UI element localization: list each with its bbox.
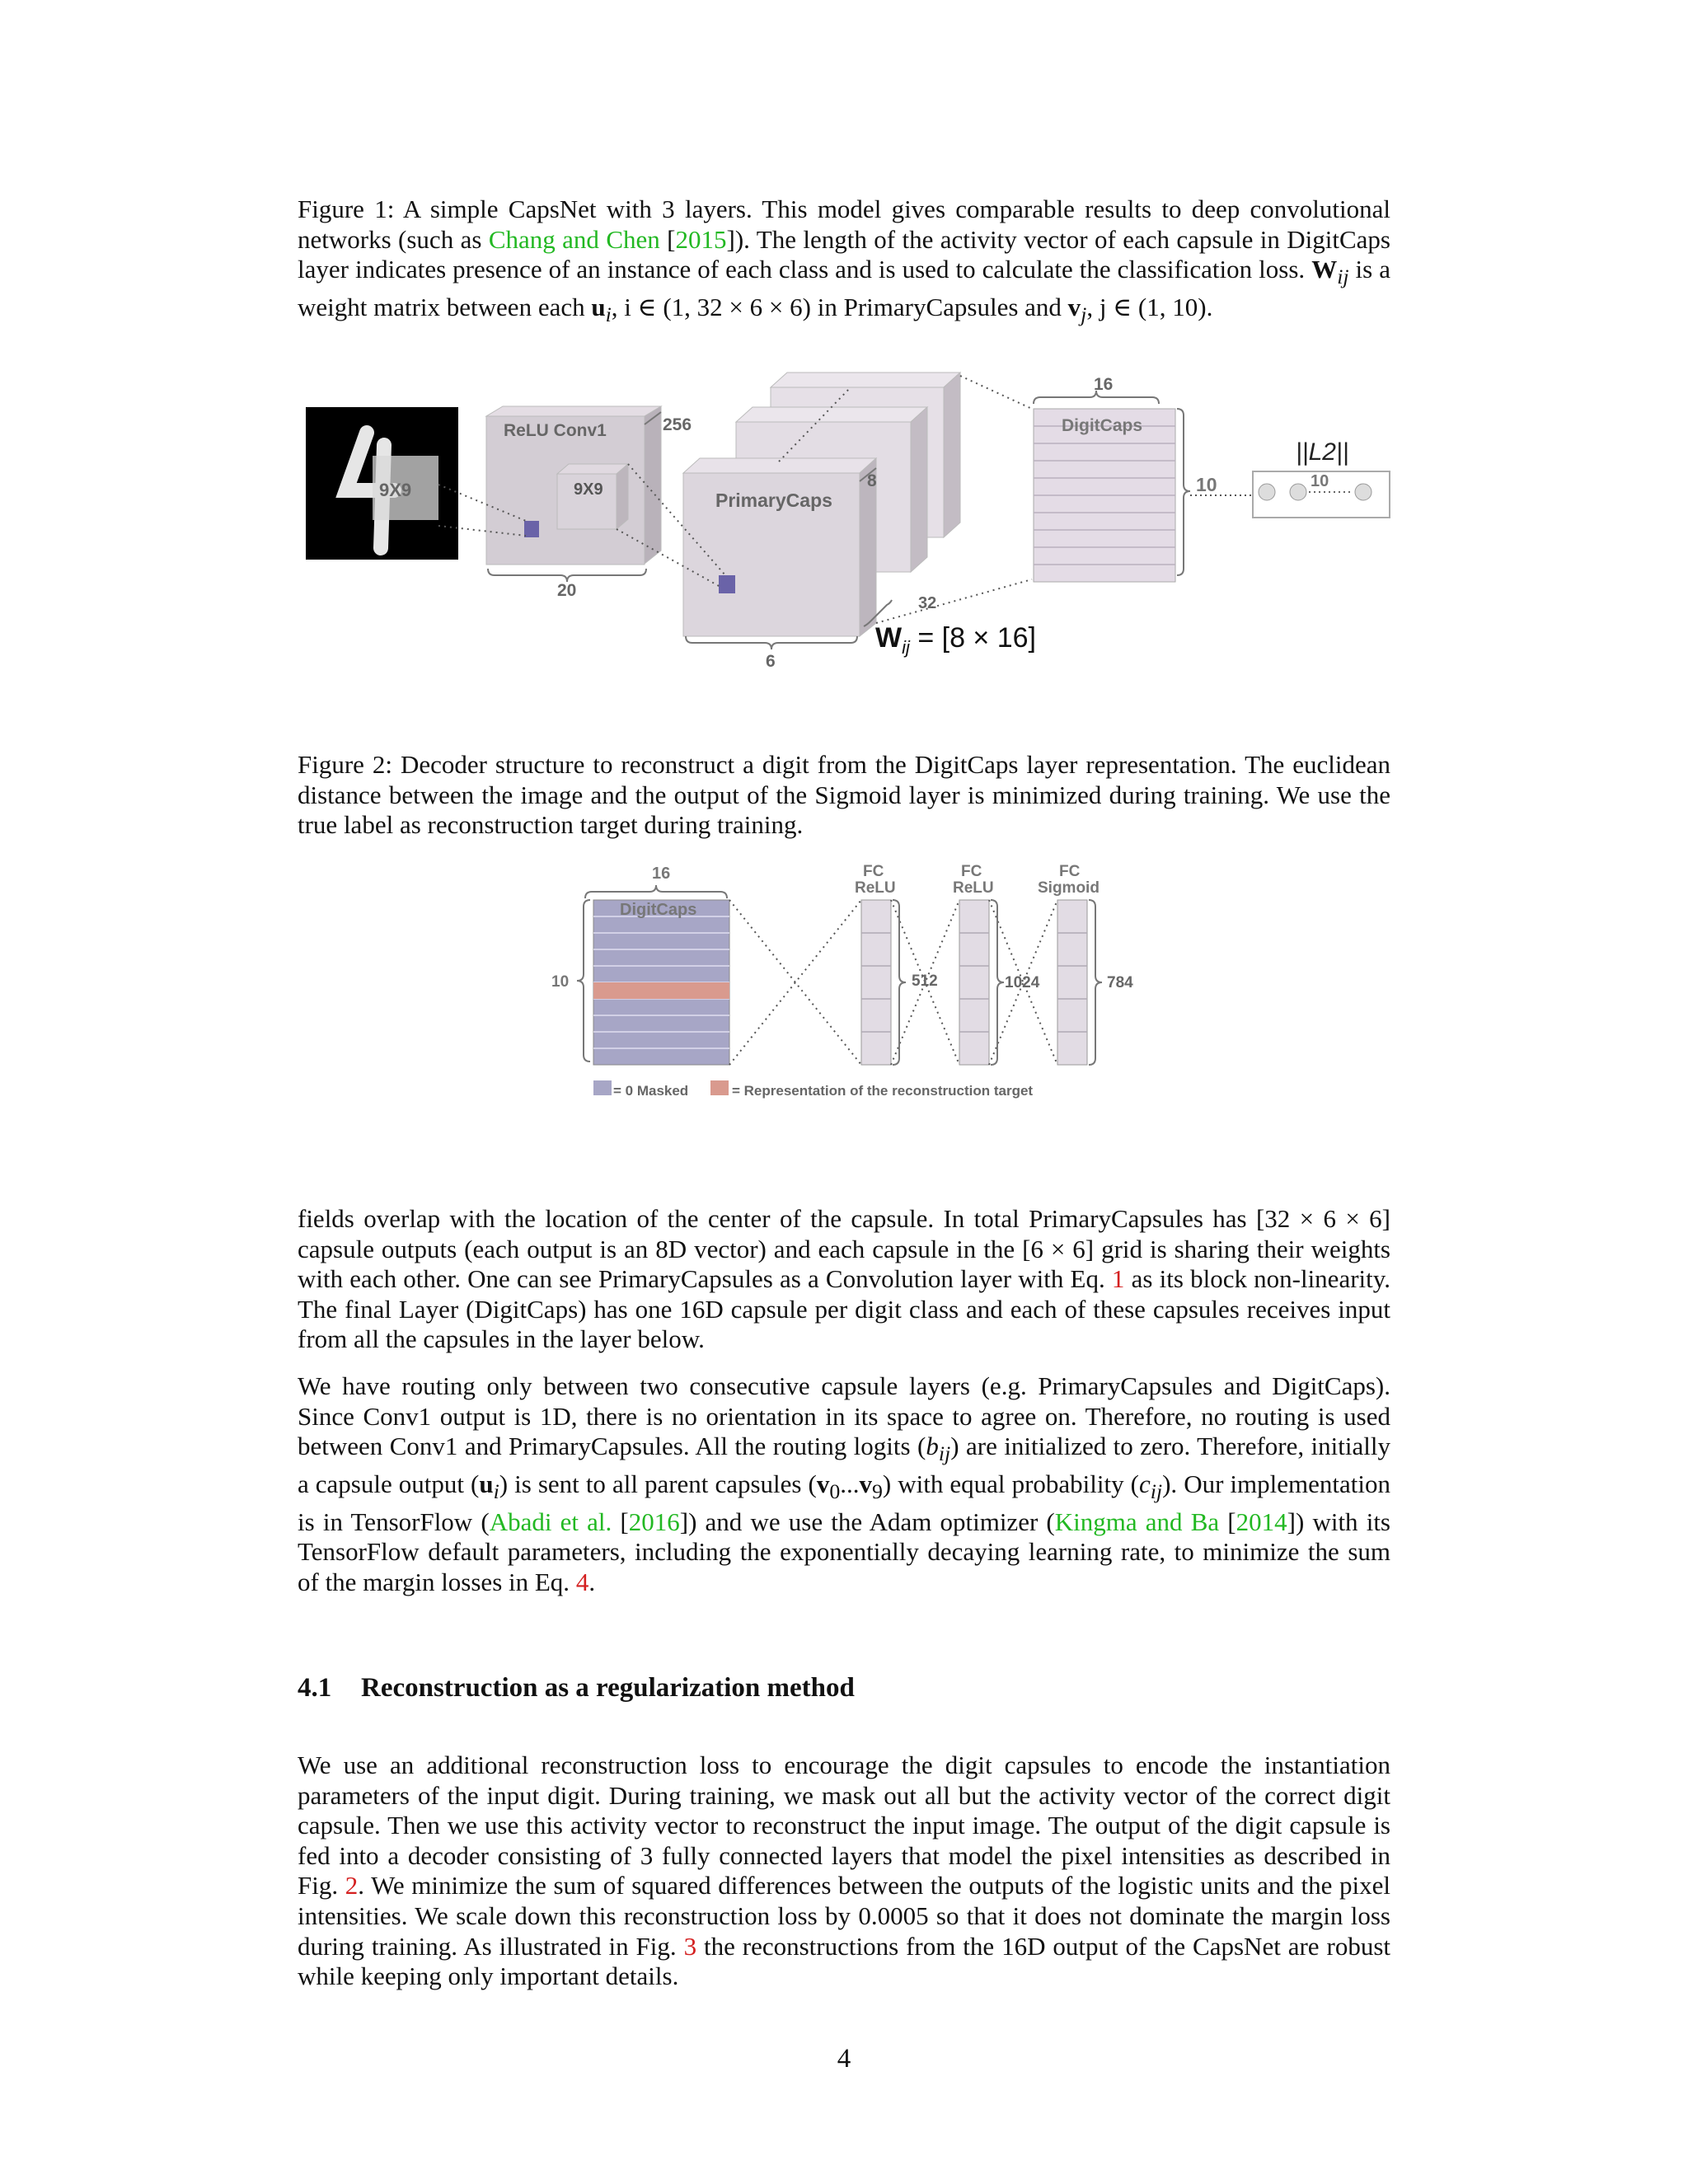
fc3-top-label: FC <box>1059 863 1081 880</box>
citation-chang-chen[interactable]: Chang and Chen <box>488 224 660 254</box>
figure-ref-2[interactable]: 2 <box>345 1871 359 1900</box>
primary-back-side <box>944 373 960 537</box>
primary-to-digitcaps-line-bottom <box>876 579 1032 623</box>
reconstruction-target-row <box>593 982 729 999</box>
conv1-label: ReLU Conv1 <box>504 421 607 440</box>
body-paragraph-1: fields overlap with the location of the center of the capsule. In total PrimaryCapsules has [32 × 6 × 6] capsule outputs (each output is an 8D vector) and each capsule in the [6 × 6] grid is sharing their weights with each other. One can see PrimaryCapsules as a Convolution layer with Eq. 1 as its block non-linearity. The final Layer (DigitCaps) has one 16D capsule per digit class and each of these capsules receives input from all the capsules in the layer below. <box>298 1204 1390 1354</box>
fc3-layer <box>1057 900 1087 1065</box>
decoder-digitcaps-dim-brace <box>585 885 727 898</box>
legend-masked-swatch <box>593 1080 612 1095</box>
fc2-layer <box>959 900 989 1065</box>
decoder-digitcaps-label: DigitCaps <box>620 901 697 919</box>
citation-year-2014[interactable]: 2014 <box>1236 1507 1287 1536</box>
citation-year-2015[interactable]: 2015 <box>675 224 727 254</box>
body-paragraph-3: We use an additional reconstruction loss to encourage the digit capsules to encode the instantiation parameters of the input digit. During training, we mask out all but the activity vector of the correct digit capsule. Then we use this activity vector to reconstruct the input image. The output of the digit capsule is fed into a decoder consisting of 3 fully connected layers that model the pixel intensities as described in Fig. 2. We minimize the sum of squared differences between the outputs of the logistic units and the pixel intensities. We scale down this reconstruction loss by 0.0005 so that it does not dominate the margin loss during training. As illustrated in Fig. 3 the reconstructions from the 16D output of the CapsNet are robust while keeping only important details. <box>298 1750 1391 1991</box>
fc3-size-brace <box>1089 900 1102 1065</box>
figure-1-capsnet-diagram <box>297 363 1401 684</box>
fc3-bottom-label: Sigmoid <box>1038 879 1100 897</box>
fc2-size-label: 1024 <box>1005 974 1040 991</box>
norm-output-circle-2 <box>1290 484 1306 500</box>
primary-maps-label: 32 <box>918 594 937 612</box>
primary-dim-label: 8 <box>867 471 877 490</box>
fc2-bottom-label: ReLU <box>953 879 994 897</box>
digitcaps-label: DigitCaps <box>1062 416 1143 435</box>
section-title: Reconstruction as a regularization method <box>361 1673 855 1703</box>
figure-2-caption: Figure 2: Decoder structure to reconstruct a digit from the DigitCaps layer representation. The euclidean distance between the image and the output of the Sigmoid layer is minimized during training. We use the true label as reconstruction target during training. <box>298 750 1390 840</box>
primary-back-top <box>771 373 960 387</box>
norm-output-circle-3 <box>1355 484 1372 500</box>
page-number: 4 <box>837 2044 851 2074</box>
legend-target-swatch <box>710 1080 729 1095</box>
decoder-digitcaps-count-label: 10 <box>551 973 570 991</box>
legend-target-label: = Representation of the reconstruction target <box>732 1083 1034 1099</box>
fc2-size-brace <box>991 900 1004 1065</box>
fc3-size-label: 784 <box>1107 974 1133 991</box>
primary-caps-label: PrimaryCaps <box>715 490 832 511</box>
digitcaps-dim-label: 16 <box>1094 375 1114 394</box>
input-kernel-label: 9X9 <box>379 480 412 500</box>
primary-mid-side <box>911 407 927 572</box>
figure-ref-3[interactable]: 3 <box>683 1931 697 1961</box>
equation-ref-4[interactable]: 4 <box>575 1567 589 1596</box>
norm-count-label: 10 <box>1311 472 1329 490</box>
conv1-unit-marker <box>524 521 539 537</box>
fc1-top-label: FC <box>863 863 884 880</box>
decoder-digitcaps-count-brace <box>577 900 590 1062</box>
section-heading <box>298 1673 855 1704</box>
conv1-size-label: 20 <box>557 581 577 600</box>
fc1-size-brace <box>893 900 906 1065</box>
digitcaps-count-label: 10 <box>1196 474 1217 495</box>
conv1-kernel-cube-top <box>557 464 628 474</box>
fc2-top-label: FC <box>961 863 982 880</box>
legend-masked-label: = 0 Masked <box>613 1083 689 1099</box>
weight-matrix-label: $W_{ij} = [8 \times 16]$ <box>875 622 1036 658</box>
primary-to-digitcaps-line-top <box>960 376 1032 409</box>
decoder-digitcaps-dim-label: 16 <box>652 865 671 883</box>
primary-unit-marker <box>719 575 735 593</box>
conv1-side-face <box>645 406 661 564</box>
norm-label: ||L2|| <box>1296 438 1349 466</box>
conv1-depth-label: 256 <box>663 415 692 434</box>
fc1-bottom-label: ReLU <box>855 879 896 897</box>
primary-mid-top <box>736 407 927 422</box>
conv1-kernel-cube-side <box>617 464 628 529</box>
citation-abadi[interactable]: Abadi et al. <box>489 1507 612 1536</box>
section-number: 4.1 <box>298 1673 332 1703</box>
digitcaps-count-brace <box>1177 409 1190 575</box>
conv1-top-face <box>486 406 661 416</box>
primary-size-brace <box>686 636 857 649</box>
equation-ref-1[interactable]: 1 <box>1111 1264 1125 1294</box>
fc1-layer <box>861 900 891 1065</box>
citation-kingma-ba[interactable]: Kingma and Ba <box>1054 1507 1220 1536</box>
figure-2-decoder-diagram <box>544 857 1137 1104</box>
fc1-size-label: 512 <box>912 972 938 990</box>
citation-year-2016[interactable]: 2016 <box>628 1507 680 1536</box>
primary-size-label: 6 <box>766 652 776 671</box>
body-paragraph-2: We have routing only between two consecutive capsule layers (e.g. PrimaryCapsules and DigitCaps). Since Conv1 output is 1D, there is no orientation in its space to agree on. Therefore, no routing is used between Conv1 and PrimaryCapsules. All the routing logits $(b_{ij})$ are initialized to zero. Therefore, initially a capsule output $(u_i)$ is sent to all parent capsules $(v_0...v_9)$ with equal probability $(c_{ij})$. Our implementation is in TensorFlow (Abadi et al. [2016]) and we use the Adam optimizer (Kingma and Ba [2014]) with its TensorFlow default parameters, including the exponentially decaying learning rate, to minimize the sum of the margin losses in Eq. 4. <box>298 1371 1391 1596</box>
figure-1-caption: Figure 1: A simple CapsNet with 3 layers. This model gives comparable results to deep convolutional networks (such as Chang and Chen [2015]). The length of the activity vector of each capsule in DigitCaps layer indicates presence of an instance of each class and is used to calculate the classification loss. $W_{ij}$ is a weight matrix between each $u_i$, i ∈ (1, 32 × 6 × 6) in PrimaryCapsules and $v_j$, j ∈ (1, 10). <box>298 194 1391 327</box>
conv1-size-brace <box>488 569 646 582</box>
norm-output-circle-1 <box>1259 484 1275 500</box>
conv1-kernel-label: 9X9 <box>574 480 603 499</box>
